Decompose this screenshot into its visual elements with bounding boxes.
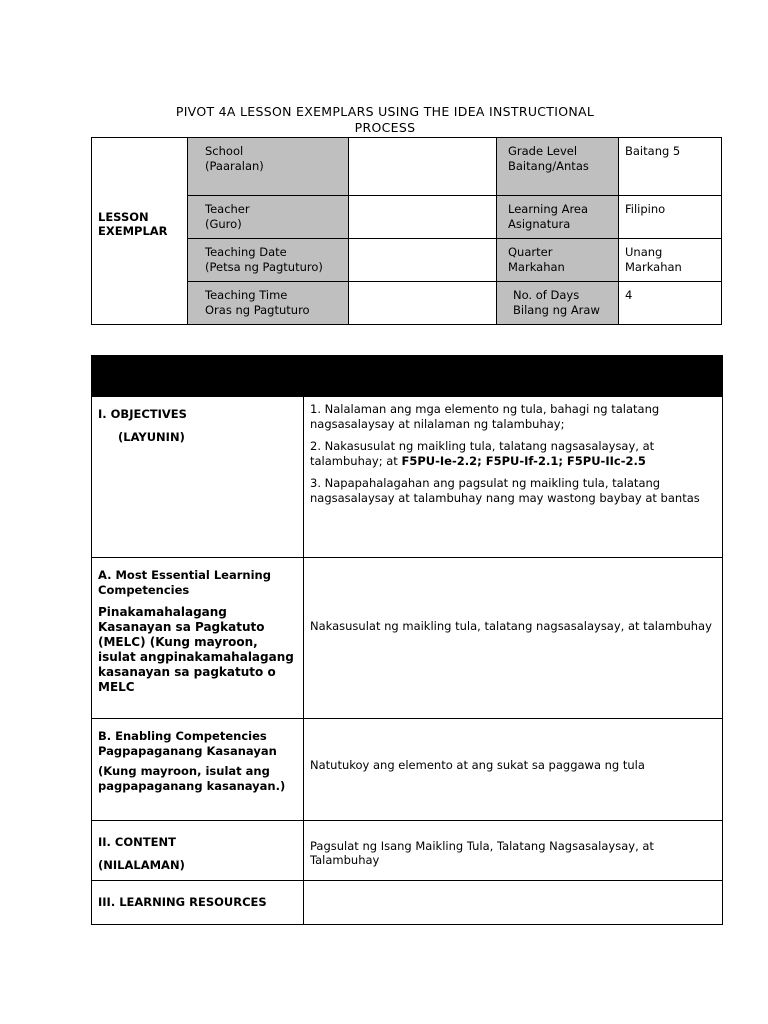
content-value: Pagsulat ng Isang Maikling Tula, Talatang Nagsasalaysay, at Talambuhay [310, 838, 654, 867]
objective-item-3: 3. Napapahalagahan ang pagsulat ng maikling tula, talatang nagsasalaysay at talambuhay nang may wastong baybay at bantas [310, 476, 700, 505]
grade-level-label: Grade Level Baitang/Antas [497, 138, 619, 196]
enabling-note: (Kung mayroon, isulat ang pagpapaganang kasanayan.) [98, 764, 286, 793]
header-bar-cell [92, 356, 304, 397]
learning-resources-label [92, 881, 304, 925]
header-bar-cell [527, 356, 579, 397]
melc-value: Nakasusulat ng maikling tula, talatang nagsasalaysay, at talambuhay [310, 618, 712, 633]
no-of-days-label: No. of Days Bilang ng Araw [497, 282, 619, 325]
content-subtitle: (NILALAMAN) [98, 857, 185, 872]
quarter-value[interactable]: Unang Markahan [619, 239, 722, 282]
enabling-competencies-content[interactable] [304, 719, 723, 821]
header-bar-cell [304, 356, 464, 397]
header-row-school [92, 138, 722, 196]
content-row [92, 821, 723, 881]
teaching-time-value[interactable] [349, 282, 497, 325]
header-bar-cell [640, 356, 723, 397]
learning-resources-title: III. LEARNING RESOURCES [98, 895, 267, 909]
content-label [92, 821, 304, 881]
header-bar-cell [464, 356, 527, 397]
objectives-subtitle: (LAYUNIN) [118, 429, 185, 444]
quarter-label: Quarter Markahan [497, 239, 619, 282]
melc-label [92, 558, 304, 719]
objectives-title: I. OBJECTIVES [98, 407, 187, 421]
melc-title: A. Most Essential Learning Competencies [98, 568, 271, 597]
objective-item-1: 1. Nalalaman ang mga elemento ng tula, bahagi ng talatang nagsasalaysay at nilalaman ng talambuhay; [310, 402, 660, 431]
objective-item-2: 2. Nakasusulat ng maikling tula, talatang nagsasalaysay, at talambuhay; at F5PU-Ie-2.2; F5PU-If-2.1; F5PU-IIc-2.5 [310, 439, 655, 468]
objectives-row [92, 397, 723, 558]
lesson-body-table [91, 355, 723, 925]
document-title-line-2: PROCESS [354, 120, 416, 135]
learning-area-label: Learning Area Asignatura [497, 196, 619, 239]
document-title-line-1: PIVOT 4A LESSON EXEMPLARS USING THE IDEA INSTRUCTIONAL [175, 104, 595, 119]
teacher-value[interactable] [349, 196, 497, 239]
no-of-days-value[interactable]: 4 [619, 282, 722, 325]
lesson-header-table [91, 137, 722, 325]
content-value-cell[interactable] [304, 821, 723, 881]
header-bar-cell [579, 356, 640, 397]
objectives-content[interactable] [304, 397, 723, 558]
learning-area-value[interactable]: Filipino [619, 196, 722, 239]
enabling-competencies-row [92, 719, 723, 821]
school-value[interactable] [349, 138, 497, 196]
enabling-value: Natutukoy ang elemento at ang sukat sa paggawa ng tula [310, 757, 645, 772]
melc-subtitle: Pinakamahalagang Kasanayan sa Pagkatuto (MELC) (Kung mayroon, isulat angpinakamahalagang kasanayan sa pagkatuto o MELC [98, 605, 294, 694]
teaching-date-value[interactable] [349, 239, 497, 282]
teaching-date-label: Teaching Date (Petsa ng Pagtuturo) [188, 239, 349, 282]
table-header-bar [92, 356, 723, 397]
learning-resources-row [92, 881, 723, 925]
lesson-exemplar-line-1: LESSON [98, 209, 149, 224]
document-title [90, 104, 680, 136]
grade-level-value[interactable]: Baitang 5 [619, 138, 722, 196]
melc-content[interactable] [304, 558, 723, 719]
content-title: II. CONTENT [98, 835, 176, 849]
objectives-label [92, 397, 304, 558]
learning-resources-content[interactable] [304, 881, 723, 925]
teaching-time-label: Teaching Time Oras ng Pagtuturo [188, 282, 349, 325]
teacher-label: Teacher (Guro) [188, 196, 349, 239]
lesson-exemplar-label [92, 138, 188, 325]
school-label: School (Paaralan) [188, 138, 349, 196]
enabling-subtitle: Pagpapaganang Kasanayan [98, 743, 277, 758]
lesson-exemplar-line-2: EXEMPLAR [98, 224, 168, 238]
enabling-title: B. Enabling Competencies [98, 729, 267, 743]
competency-codes: F5PU-Ie-2.2; F5PU-If-2.1; F5PU-IIc-2.5 [401, 453, 646, 468]
melc-row [92, 558, 723, 719]
enabling-competencies-label [92, 719, 304, 821]
